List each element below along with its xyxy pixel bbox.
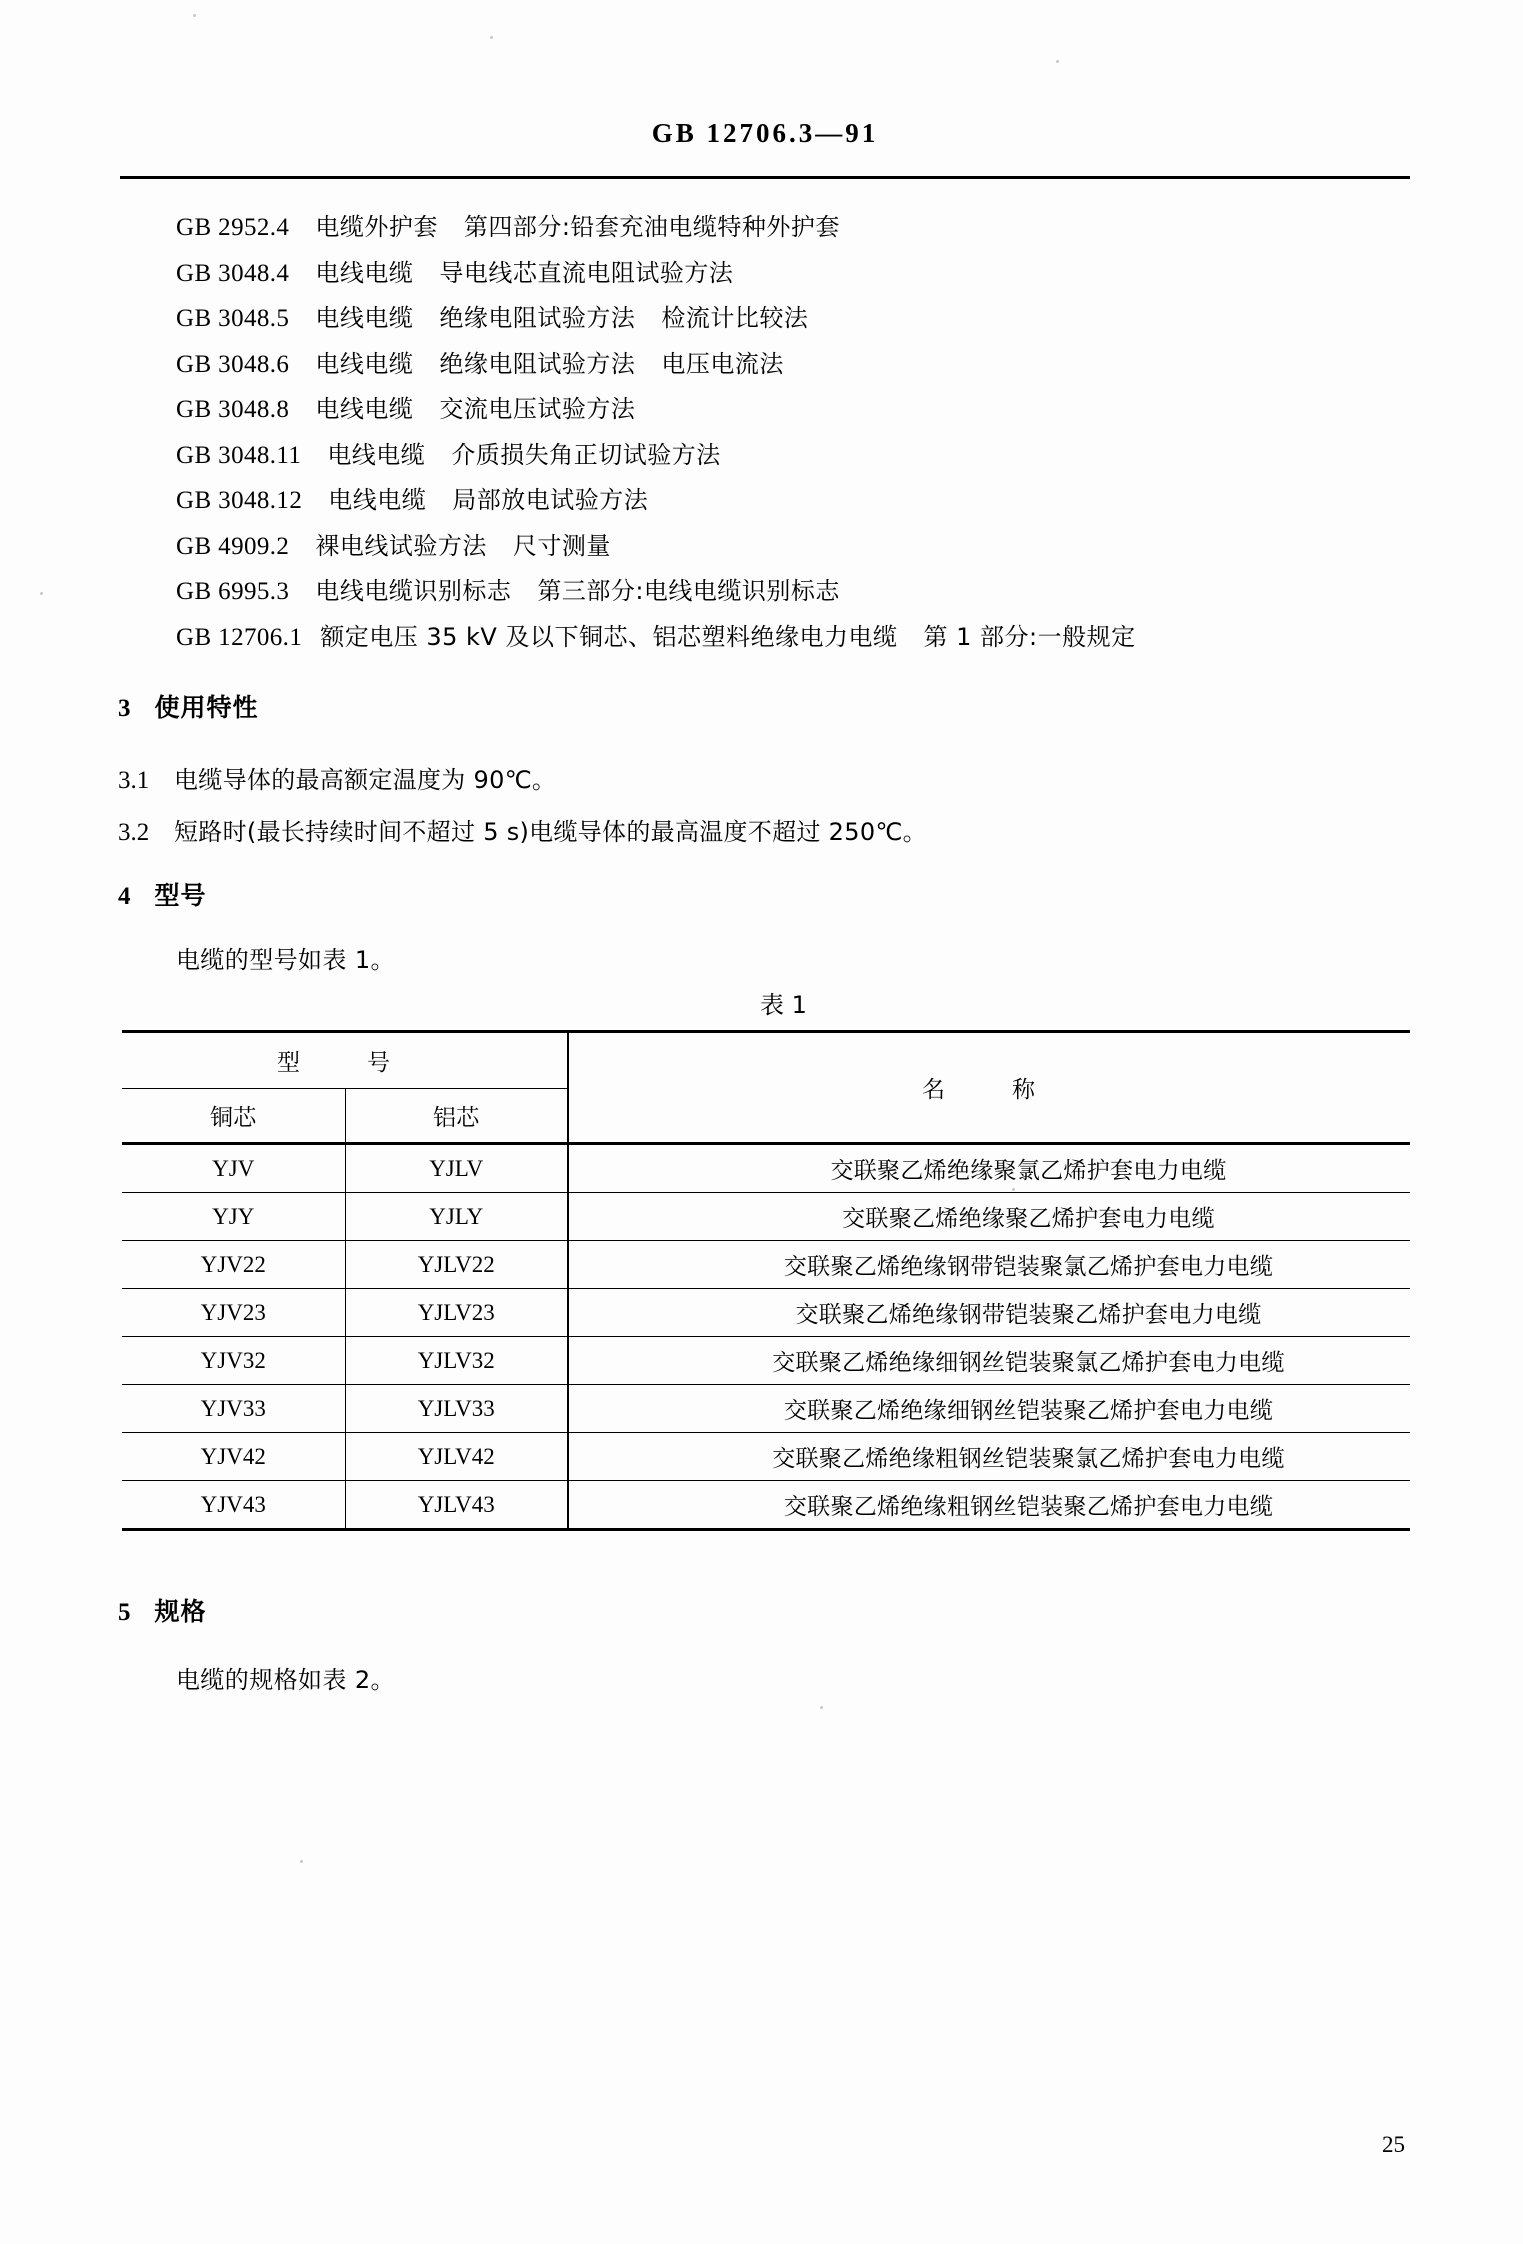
- reference-item: [176, 387, 1416, 433]
- reference-title: 电缆外护套: [315, 213, 438, 241]
- clause-text: 电缆导体的最高额定温度为 90℃。: [174, 766, 557, 794]
- table-row: [122, 1337, 1410, 1385]
- table-header-aluminum: 铝芯: [345, 1089, 568, 1144]
- reference-subtitle: 局部放电试验方法: [452, 486, 649, 514]
- reference-code: GB 3048.4: [176, 259, 290, 287]
- cell-cable-name: 交联聚乙烯绝缘粗钢丝铠装聚乙烯护套电力电缆: [568, 1481, 1410, 1530]
- reference-title: 电线电缆识别标志: [315, 577, 512, 605]
- reference-subtitle: 第三部分:电线电缆识别标志: [537, 577, 840, 605]
- table-row: [122, 1289, 1410, 1337]
- table-row: [122, 1193, 1410, 1241]
- reference-subtitle: 绝缘电阻试验方法: [439, 304, 636, 332]
- cell-aluminum-code: YJLV33: [345, 1385, 568, 1433]
- table-1-cable-types: [122, 1030, 1410, 1531]
- cell-copper-code: YJV33: [122, 1385, 345, 1433]
- reference-title: 电线电缆: [315, 349, 414, 378]
- cell-cable-name: 交联聚乙烯绝缘钢带铠装聚氯乙烯护套电力电缆: [568, 1241, 1410, 1289]
- scan-artifact: [1012, 1188, 1015, 1191]
- table-row: [122, 1433, 1410, 1481]
- cell-copper-code: YJV: [122, 1144, 345, 1193]
- reference-item: [176, 296, 1416, 342]
- table-header-model-group: 型 号: [122, 1032, 568, 1089]
- section-heading-4: [118, 876, 207, 912]
- scan-artifact: [193, 14, 196, 17]
- cell-cable-name: 交联聚乙烯绝缘粗钢丝铠装聚氯乙烯护套电力电缆: [568, 1433, 1410, 1481]
- cell-copper-code: YJV23: [122, 1289, 345, 1337]
- table-row: [122, 1385, 1410, 1433]
- reference-subtitle: 导电线芯直流电阻试验方法: [439, 258, 734, 287]
- reference-code: GB 12706.1: [176, 623, 303, 651]
- reference-code: GB 2952.4: [176, 214, 290, 241]
- cell-cable-name: 交联聚乙烯绝缘细钢丝铠装聚乙烯护套电力电缆: [568, 1385, 1410, 1433]
- cell-copper-code: YJY: [122, 1193, 345, 1241]
- scan-artifact: [40, 592, 43, 595]
- section-4-body: 电缆的型号如表 1。: [176, 946, 395, 974]
- scan-artifact: [820, 1706, 823, 1709]
- clause-3-1: [118, 760, 556, 795]
- reference-code: GB 3048.12: [176, 487, 303, 514]
- cell-cable-name: 交联聚乙烯绝缘聚氯乙烯护套电力电缆: [568, 1144, 1410, 1193]
- reference-item: [176, 342, 1416, 388]
- reference-code: GB 3048.11: [176, 441, 302, 469]
- reference-code: GB 3048.6: [176, 350, 290, 378]
- section-title: 使用特性: [154, 693, 259, 722]
- reference-subtitle: 尺寸测量: [512, 531, 611, 560]
- cell-aluminum-code: YJLV: [345, 1144, 568, 1193]
- cell-cable-name: 交联聚乙烯绝缘细钢丝铠装聚氯乙烯护套电力电缆: [568, 1337, 1410, 1385]
- reference-item: [176, 205, 1416, 251]
- reference-code: GB 4909.2: [176, 532, 290, 560]
- reference-subtitle: 绝缘电阻试验方法: [439, 349, 636, 378]
- cell-aluminum-code: YJLV32: [345, 1337, 568, 1385]
- reference-title: 电线电缆: [327, 440, 426, 469]
- table-header-row-group: [122, 1032, 1410, 1089]
- section-title: 规格: [154, 1597, 207, 1626]
- section-title: 型号: [154, 881, 207, 910]
- cell-copper-code: YJV42: [122, 1433, 345, 1481]
- cell-copper-code: YJV22: [122, 1241, 345, 1289]
- cell-cable-name: 交联聚乙烯绝缘钢带铠装聚乙烯护套电力电缆: [568, 1289, 1410, 1337]
- reference-item: [176, 615, 1416, 661]
- reference-subtitle: 第四部分:铅套充油电缆特种外护套: [463, 213, 840, 241]
- reference-code: GB 3048.8: [176, 396, 290, 423]
- reference-subtitle: 交流电压试验方法: [439, 395, 636, 423]
- clause-number: 3.2: [118, 819, 150, 846]
- standard-number: GB 12706.3—91: [651, 118, 879, 148]
- scan-artifact: [490, 36, 493, 39]
- reference-extra: 电压电流法: [661, 349, 784, 378]
- reference-title: 电线电缆: [315, 258, 414, 287]
- reference-item: [176, 569, 1416, 615]
- reference-item: [176, 478, 1416, 524]
- reference-subtitle: 介质损失角正切试验方法: [451, 440, 721, 469]
- scan-artifact: [1056, 60, 1059, 63]
- cell-aluminum-code: YJLV22: [345, 1241, 568, 1289]
- section-number: 4: [118, 883, 131, 910]
- section-5-body: 电缆的规格如表 2。: [176, 1666, 395, 1694]
- reference-item: [176, 251, 1416, 297]
- page-header: [120, 118, 1410, 149]
- header-divider: [120, 176, 1410, 179]
- normative-references-list: [176, 205, 1416, 660]
- reference-item: [176, 433, 1416, 479]
- cell-aluminum-code: YJLV43: [345, 1481, 568, 1530]
- cell-cable-name: 交联聚乙烯绝缘聚乙烯护套电力电缆: [568, 1193, 1410, 1241]
- section-heading-5: [118, 1592, 207, 1628]
- reference-title: 电线电缆: [315, 304, 414, 332]
- cell-copper-code: YJV43: [122, 1481, 345, 1530]
- clause-number: 3.1: [118, 767, 150, 794]
- reference-title: 电线电缆: [315, 395, 414, 423]
- table-1-caption: 表 1: [760, 991, 807, 1019]
- reference-code: GB 6995.3: [176, 578, 290, 605]
- table-header-name: 名 称: [568, 1032, 1410, 1144]
- section-heading-3: [118, 688, 259, 724]
- reference-subtitle: 第 1 部分:一般规定: [923, 622, 1136, 651]
- reference-code: GB 3048.5: [176, 305, 290, 332]
- reference-title: 裸电线试验方法: [315, 531, 487, 560]
- table-header-copper: 铜芯: [122, 1089, 345, 1144]
- table-row: [122, 1241, 1410, 1289]
- section-number: 5: [118, 1599, 131, 1626]
- reference-extra: 检流计比较法: [661, 304, 809, 332]
- cell-aluminum-code: YJLV23: [345, 1289, 568, 1337]
- cell-aluminum-code: YJLV42: [345, 1433, 568, 1481]
- clause-text: 短路时(最长持续时间不超过 5 s)电缆导体的最高温度不超过 250℃。: [174, 818, 927, 846]
- table-row: [122, 1481, 1410, 1530]
- cell-copper-code: YJV32: [122, 1337, 345, 1385]
- reference-title: 额定电压 35 kV 及以下铜芯、铝芯塑料绝缘电力电缆: [320, 622, 898, 651]
- reference-item: [176, 524, 1416, 570]
- cell-aluminum-code: YJLY: [345, 1193, 568, 1241]
- reference-title: 电线电缆: [328, 486, 427, 514]
- page-number: 25: [1382, 2132, 1405, 2157]
- scan-artifact: [300, 1860, 303, 1863]
- table-row: [122, 1144, 1410, 1193]
- clause-3-2: [118, 812, 927, 847]
- section-number: 3: [118, 695, 131, 722]
